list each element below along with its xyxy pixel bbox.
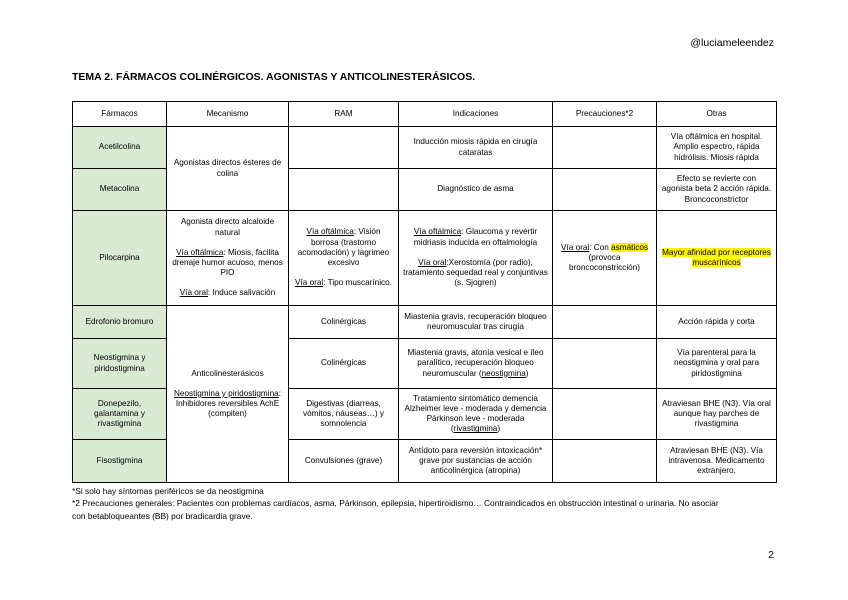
table-header-row [73, 102, 777, 127]
route-text: : Tipo muscarínico. [323, 278, 392, 288]
table-row-pilocarpina [73, 211, 777, 306]
ram-cell-metacolina [289, 169, 399, 211]
route-label: Vía oftálmica [413, 227, 462, 237]
header-mecanismo: Mecanismo [167, 102, 289, 127]
indicaciones-donepezilo-text: Tratamiento sintomático demencia Alzheimer leve - moderada y demencia Párkinson leve - moderada ( [404, 393, 547, 434]
precauciones-highlight: asmáticos [611, 242, 648, 252]
ram-cell-acetilcolina [289, 127, 399, 169]
drug-cell-metacolina: Metacolina [73, 169, 167, 211]
header-ram: RAM [289, 102, 399, 127]
indicaciones-donepezilo-underlined: rivastigmina [453, 424, 498, 434]
precauciones-cell-donepezilo [553, 389, 657, 440]
ram-cell-neostigmina: Colinérgicas [289, 339, 399, 389]
page-number: 2 [768, 549, 774, 561]
route-text: : Glaucoma y revertir midriasis inducida en oftalmología [413, 227, 538, 247]
otras-cell-acetilcolina: Vía oftálmica en hospital. Amplio espectro, rápida hidrólisis. Miosis rápida [657, 127, 777, 169]
indicaciones-cell-metacolina: Diagnóstico de asma [399, 169, 553, 211]
mecanismo-anticol-line2 [171, 389, 284, 420]
page-title: TEMA 2. FÁRMACOS COLINÉRGICOS. AGONISTAS Y ANTICOLINESTERÁSICOS. [72, 71, 476, 83]
route-text: : Visión borrosa (trastorno acomodación) y lagrimeo excesivo [297, 227, 390, 268]
mecanismo-pilocarpina-line1: Agonista directo alcaloide natural [180, 217, 275, 237]
indicaciones-cell-donepezilo [399, 389, 553, 440]
mecanismo-anticol-underlined: Neostigmina y piridostigmina [174, 388, 279, 398]
mecanismo-anticol-cell [167, 306, 289, 483]
table-row-acetilcolina [73, 127, 777, 169]
header-farmacos: Fármacos [73, 102, 167, 127]
drug-cell-acetilcolina: Acetilcolina [73, 127, 167, 169]
indicaciones-cell-neostigmina [399, 339, 553, 389]
mecanismo-anticol-line1: Anticolinesterásicos [191, 368, 264, 378]
header-precauciones: Precauciones*2 [553, 102, 657, 127]
drug-cell-donepezilo: Donepezilo, galantamina y rivastigmina [73, 389, 167, 440]
header-indicaciones: Indicaciones [399, 102, 553, 127]
precauciones-cell-metacolina [553, 169, 657, 211]
precauciones-cell-pilocarpina [553, 211, 657, 306]
route-label: Vía oral [295, 278, 324, 288]
precauciones-text-1: : Con [589, 242, 612, 252]
indicaciones-donepezilo-end: ) [497, 424, 501, 434]
mecanismo-esteres-text: Agonistas directos ésteres de colina [173, 158, 282, 178]
ram-cell-edrofonio: Colinérgicas [289, 306, 399, 339]
footnote-2-line2: con betabloqueantes (BB) por bradicardia grave. [72, 510, 253, 521]
otras-cell-edrofonio: Acción rápida y corta [657, 306, 777, 339]
route-label: Vía oral [418, 257, 447, 267]
otras-pilocarpina-highlight: Mayor afinidad por receptores muscarínicos [662, 247, 771, 267]
precauciones-cell-edrofonio [553, 306, 657, 339]
mecanismo-pilocarpina-line2 [171, 248, 284, 279]
route-label: Vía oral [179, 288, 208, 298]
drug-cell-pilocarpina: Pilocarpina [73, 211, 167, 306]
route-label: Vía oftálmica [306, 227, 354, 237]
drug-cell-neostigmina: Neostigmina y piridostigmina [73, 339, 167, 389]
mecanismo-anticol-text: : Inhibidores reversibles AchE (compiten) [175, 388, 281, 419]
indicaciones-cell-pilocarpina [399, 211, 553, 306]
precauciones-cell-fisostigmina [553, 440, 657, 483]
indicaciones-pilocarpina-line1 [403, 227, 548, 247]
mecanismo-cell-pilocarpina [167, 211, 289, 306]
precauciones-text-2: (provoca broncoconstricción) [569, 252, 640, 273]
indicaciones-neostigmina-end: ) [525, 368, 529, 378]
indicaciones-cell-fisostigmina: Antídoto para reversión intoxicación* grave por sustancias de acción anticolinérgica (atropina) [399, 440, 553, 483]
ram-cell-fisostigmina: Convulsiones (grave) [289, 440, 399, 483]
drug-cell-edrofonio: Edrofonio bromuro [73, 306, 167, 339]
precauciones-cell-acetilcolina [553, 127, 657, 169]
otras-cell-metacolina: Efecto se revierte con agonista beta 2 acción rápida. Broncoconstrictor [657, 169, 777, 211]
header-otras: Otras [657, 102, 777, 127]
indicaciones-cell-edrofonio: Miastenia gravis, recuperación bloqueo neuromuscular tras cirugía [399, 306, 553, 339]
drug-table [72, 101, 777, 483]
indicaciones-pilocarpina-line2 [403, 258, 548, 289]
indicaciones-neostigmina-underlined: neostigmina [481, 368, 526, 378]
footnotes [72, 485, 782, 522]
otras-cell-fisostigmina: Atraviesan BHE (N3). Vía intravenosa. Medicamento extranjero. [657, 440, 777, 483]
ram-cell-donepezilo: Digestivas (diarreas, vómitos, náuseas…) y somnolencia [289, 389, 399, 440]
otras-cell-donepezilo: Atraviesan BHE (N3). Vía oral aunque hay parches de rivastigmina [657, 389, 777, 440]
author-handle: @luciameleendez [690, 37, 774, 49]
precauciones-cell-neostigmina [553, 339, 657, 389]
indicaciones-cell-acetilcolina: Inducción miosis rápida en cirugía cataratas [399, 127, 553, 169]
footnote-2-line1: *2 Precauciones generales: Pacientes con problemas cardíacos, asma, Párkinson, epilepsia, hipertiroidismo… Contraindicados en obstrucción intestinal o urinaria. No asociar [72, 498, 719, 509]
otras-cell-neostigmina: Vía parenteral para la neostigmina y oral para piridostigmina [657, 339, 777, 389]
route-text: : Induce salivación [207, 288, 276, 298]
footnote-1: *Si solo hay síntomas periféricos se da neostigmina [72, 486, 264, 496]
ram-cell-pilocarpina [289, 211, 399, 306]
route-text: : Miosis, facilita drenaje humor acuoso, menos PIO [172, 247, 283, 278]
otras-cell-pilocarpina [657, 211, 777, 306]
ram-pilocarpina-line1 [293, 227, 394, 268]
route-label: Vía oral [561, 242, 590, 252]
drug-cell-fisostigmina: Fisostigmina [73, 440, 167, 483]
route-label: Vía oftálmica [176, 247, 224, 257]
table-row-edrofonio [73, 306, 777, 339]
ram-pilocarpina-line2 [293, 278, 394, 288]
mecanismo-pilocarpina-line3 [171, 288, 284, 298]
route-text: :Xerostomía (por radio), tratamiento sequedad real y conjuntivas (s. Sjogren) [403, 257, 548, 288]
mecanismo-esteres-cell [167, 127, 289, 211]
indicaciones-neostigmina-text: Miastenia gravis, atonía vesical e íleo paralítico, recuperación bloqueo neuromuscular ( [407, 348, 544, 378]
